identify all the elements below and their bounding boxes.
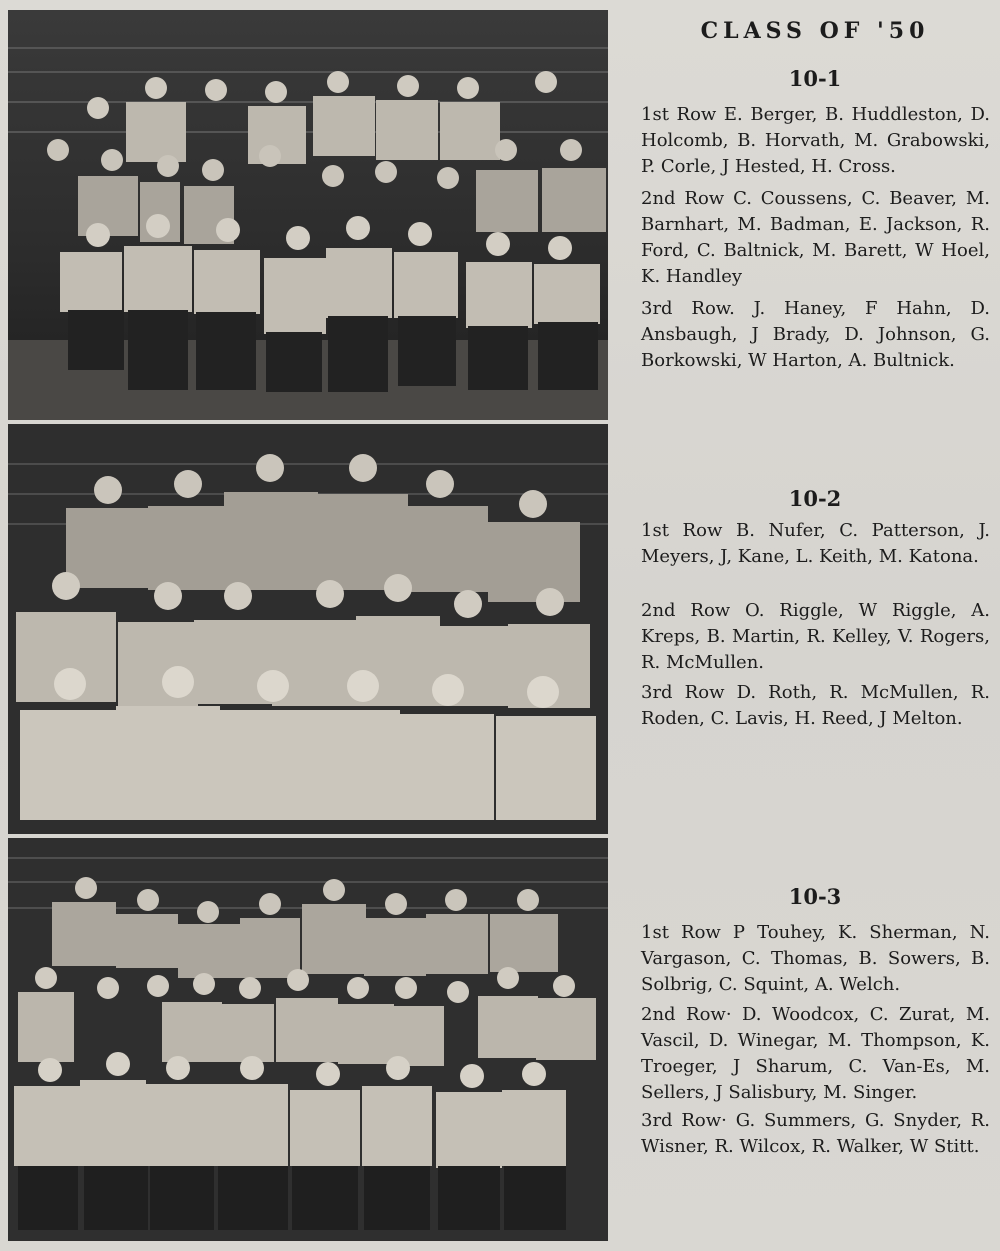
roster-row-2: 2nd Row C. Coussens, C. Beaver, M. Barnhart, M. Badman, E. Jackson, R. Ford, C. Baltnick, M. Barett, W Hoel, K. Handley <box>641 188 990 287</box>
roster-row-3: 3rd Row· G. Summers, G. Snyder, R. Wisner, R. Wilcox, R. Walker, W Stitt. <box>641 1110 990 1157</box>
section-heading-10-3: 10-3 <box>788 884 842 909</box>
class-photo-10-2 <box>8 424 608 834</box>
roster-row-3: 3rd Row. J. Haney, F Hahn, D. Ansbaugh, J Brady, D. Johnson, G. Borkowski, W Harton, A. Bultnick. <box>641 298 990 371</box>
roster-row-1: 1st Row B. Nufer, C. Patterson, J. Meyers, J, Kane, L. Keith, M. Katona. <box>641 520 990 567</box>
class-photo-10-1 <box>8 10 608 420</box>
class-photo-10-3 <box>8 838 608 1241</box>
roster-row-2: 2nd Row O. Riggle, W Riggle, A. Kreps, B. Martin, R. Kelley, V. Rogers, R. McMullen. <box>641 600 990 673</box>
roster-row-1: 1st Row P Touhey, K. Sherman, N. Vargason, C. Thomas, B. Sowers, B. Solbrig, C. Squint, A. Welch. <box>641 922 990 995</box>
section-heading-10-2: 10-2 <box>788 486 842 511</box>
section-heading-10-1: 10-1 <box>788 66 842 91</box>
roster-row-2: 2nd Row· D. Woodcox, C. Zurat, M. Vascil, D. Winegar, M. Thompson, K. Troeger, J Sharum, C. Van-Es, M. Sellers, J Salisbury, M. Singer. <box>641 1004 990 1103</box>
page-title: CLASS OF '50 <box>700 18 930 44</box>
roster-row-3: 3rd Row D. Roth, R. McMullen, R. Roden, C. Lavis, H. Reed, J Melton. <box>641 682 990 729</box>
roster-row-1: 1st Row E. Berger, B. Huddleston, D. Holcomb, B. Horvath, M. Grabowski, P. Corle, J Hested, H. Cross. <box>641 104 990 177</box>
